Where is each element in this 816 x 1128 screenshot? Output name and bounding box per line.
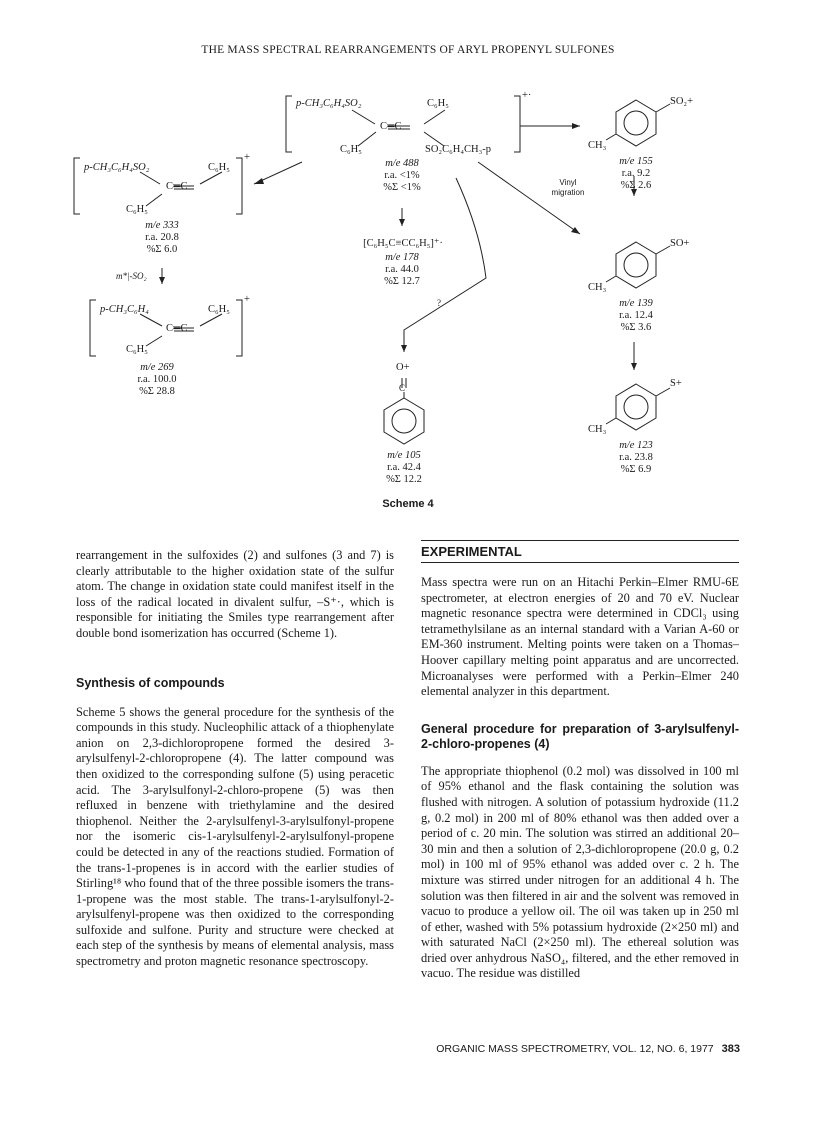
ion269-ra: r.a. 100.0 — [137, 374, 177, 385]
right-paragraph-2: The appropriate thiophenol (0.2 mol) was dissolved in 100 ml of 95% ethanol and the flask containing the solution was flushed with nitrogen. A solution of potassium hydroxide (11.2 g, 0.2 mol) in 200 ml of 80% ethanol was then added over a period of c. 20 min. The solution was stirred an additional 20–30 min and then a solution of 2,3-dichloropropene (20.0 g, 0.2 mol) in 100 ml of 95% ethanol was added over c. 2 h. The mixture was stirred under nitrogen for an additional 4 h. The solution was then filtered in air and the solvent was removed in vacuo to produce a yellow oil. The oil was taken up in 250 ml of ether, washed with 5% potassium hydroxide (2×250 ml) and with saturated NaCl (2×250 ml). The ethereal solution was dried over anhydrous NaSO₄, filtered, and the ether removed in vacuo. The residue was distilled — [421, 763, 739, 981]
ion123-methyl: CH₃ — [588, 424, 607, 435]
arrowhead — [401, 345, 407, 352]
vinyl-migration-line1: Vinyl — [559, 178, 577, 187]
ion123-ra: r.a. 23.8 — [619, 452, 653, 463]
ion155-ps: %Σ 2.6 — [620, 180, 652, 191]
parent-ra: r.a. <1% — [384, 170, 420, 181]
ion269-values — [112, 362, 202, 398]
metastable-loss-label: m*|-SO₂ — [116, 271, 147, 281]
ion333-ps: %Σ 6.0 — [146, 244, 178, 255]
arrow-vinyl-migration — [478, 162, 580, 234]
ion178-ps: %Σ 12.7 — [384, 276, 420, 287]
ion269-ps: %Σ 28.8 — [139, 386, 175, 397]
ion333-bottom-left: C₆H₅ — [126, 204, 148, 215]
experimental-heading: EXPERIMENTAL — [421, 544, 522, 559]
bond — [424, 110, 445, 124]
ion155-methyl: CH₃ — [588, 140, 607, 151]
vinyl-migration-line2: migration — [551, 188, 585, 197]
parent-top-left: p-CH₃C₆H₄SO₂ — [296, 98, 362, 109]
ion178-formula: [C₆H₅C≡CC₆H₅]⁺· — [363, 238, 443, 249]
parent-c-c: C═C — [380, 121, 402, 132]
section-rule — [421, 540, 739, 541]
ion155-values — [596, 156, 676, 192]
ion123-values — [596, 440, 676, 476]
page-footer — [436, 1043, 740, 1055]
parent-ps: %Σ <1% — [383, 182, 421, 193]
parent-top-right: C₆H₅ — [427, 98, 449, 109]
ring-155 — [606, 100, 670, 146]
bond — [352, 110, 375, 124]
ion269-bottom-left: C₆H₅ — [126, 344, 148, 355]
ion105-mz: m/e 105 — [387, 450, 421, 461]
ion269-top-left: p-CH₃C₆H₄ — [100, 304, 149, 315]
ion333-values — [112, 220, 212, 256]
ring-139 — [606, 242, 670, 288]
vinyl-migration-label — [528, 178, 608, 198]
ion333-bracket-right — [236, 158, 242, 214]
ion178-values — [352, 252, 452, 288]
ion269-mz: m/e 269 — [140, 362, 174, 373]
ion178-ra: r.a. 44.0 — [385, 264, 419, 275]
ion333-ra: r.a. 20.8 — [145, 232, 179, 243]
parent-bracket-right — [514, 96, 520, 152]
ion269-top-right: C₆H₅ — [208, 304, 230, 315]
arrowhead — [399, 219, 405, 226]
ion139-mz: m/e 139 — [619, 298, 653, 309]
journal-citation: ORGANIC MASS SPECTROMETRY, VOL. 12, NO. 6, 1977 — [436, 1043, 714, 1055]
ion333-bracket-left — [74, 158, 80, 214]
uncertain-pathway-mark: ? — [437, 298, 441, 308]
ion269-c-c: C═C — [166, 323, 188, 334]
ion333-charge: + — [244, 152, 250, 163]
left-column — [76, 548, 394, 970]
ion178-mz: m/e 178 — [385, 252, 419, 263]
parent-values — [352, 158, 452, 194]
parent-bottom-right: SO₂C₆H₄CH₃-p — [425, 144, 491, 155]
ion105-carbon: C — [399, 383, 406, 393]
ion155-mz: m/e 155 — [619, 156, 653, 167]
left-paragraph-2: Scheme 5 shows the general procedure for the synthesis of the compounds in this study. Nucleophilic attack of a thiophenylate anion on 2,3-dichloropropene formed the desired 3-arylsulfenyl-2-chloropropene (4). The latter compound was then oxidized to the corresponding sulfone (5) using peracetic acid. The 3-arylsulfonyl-2-chloro-propene (5) was then refluxed in benzene with triethylamine and the desired thiophenol. Neither the 2-arylsulfenyl-3-arylsulfonyl-propene nor the isomeric cis-1-arylsulfenyl-2-arylsulfonyl-propene could be detected in any of the reactions studied. Formation of the trans-1-propenes is in accord with the earlier studies of Stirling¹⁸ who found that of the three possible isomers the trans-1-propene was the most stable. The trans-1-arylsulfonyl-2-arylsulfenyl-propene was then oxidized to the corresponding sulfoxide and sulfone. Purity and structure were checked at each step of the synthesis by means of elemental analysis, mass spectrometry and proton magnetic resonance spectroscopy. — [76, 704, 394, 969]
ion105-values — [354, 450, 454, 486]
right-column — [421, 540, 739, 982]
ion139-values — [596, 298, 676, 334]
scheme-caption: Scheme 4 — [382, 498, 434, 510]
left-paragraph-1: rearrangement in the sulfoxides (2) and sulfones (3 and 7) is clearly attributable to the higher oxidation state of the sulfur atom. The change in oxidation state could manifest itself in the loss of the radical located in divalent sulfur, –S⁺·, which is responsible for initiating the Smiles type rearrangement after double bond isomerization has occurred (Scheme 1). — [76, 548, 394, 640]
ion333-c-c: C═C — [166, 181, 188, 192]
page-number: 383 — [721, 1043, 740, 1055]
ion139-ps: %Σ 3.6 — [620, 322, 652, 333]
parent-charge: +· — [522, 90, 532, 101]
ion269-bracket-left — [90, 300, 96, 356]
bond — [146, 194, 162, 206]
ion105-oplus: O+ — [396, 362, 410, 373]
arrowhead — [159, 277, 165, 284]
ion155-group: SO₂+ — [670, 96, 694, 107]
ion123-group: S+ — [670, 378, 682, 389]
ion333-top-right: C₆H₅ — [208, 162, 230, 173]
right-paragraph-1: Mass spectra were run on an Hitachi Perkin–Elmer RMU-6E spectrometer, at electron energies of 20 and 70 eV. Nuclear magnetic resonance spectra were determined in CDCl₃ using tetramethylsilane as an internal standard with a Varian A-60 or EM-360 instrument. Melting points were taken on a Thomas–Hoover capillary melting point apparatus and are uncorrected. Microanalyses were performed with a Perkin–Elmer 240 elemental analyzer in this department. — [421, 575, 739, 699]
ion123-ps: %Σ 6.9 — [620, 464, 652, 475]
synthesis-heading: Synthesis of compounds — [76, 675, 225, 690]
ion123-mz: m/e 123 — [619, 440, 653, 451]
ion105-ps: %Σ 12.2 — [386, 474, 422, 485]
procedure-subheading: General procedure for preparation of 3-arylsulfenyl-2-chloro-propenes (4) — [421, 721, 739, 751]
ion333-top-left: p-CH₃C₆H₄SO₂ — [84, 162, 150, 173]
ion333-mz: m/e 333 — [145, 220, 179, 231]
ion269-charge: + — [244, 294, 250, 305]
ion139-group: SO+ — [670, 238, 690, 249]
arrowhead — [572, 123, 580, 129]
bond — [146, 336, 162, 346]
ion139-methyl: CH₃ — [588, 282, 607, 293]
running-title: THE MASS SPECTRAL REARRANGEMENTS OF ARYL PROPENYL SULFONES — [201, 44, 615, 56]
arrowhead — [254, 178, 264, 184]
ion139-ra: r.a. 12.4 — [619, 310, 653, 321]
parent-bracket-left — [286, 96, 292, 152]
ion269-bracket-right — [236, 300, 242, 356]
ion155-ra: r.a. 9.2 — [621, 168, 651, 179]
ring-123 — [606, 384, 670, 430]
arrowhead — [631, 363, 637, 370]
ion105-ra: r.a. 42.4 — [387, 462, 421, 473]
parent-mz: m/e 488 — [385, 158, 419, 169]
parent-bottom-left: C₆H₅ — [340, 144, 362, 155]
